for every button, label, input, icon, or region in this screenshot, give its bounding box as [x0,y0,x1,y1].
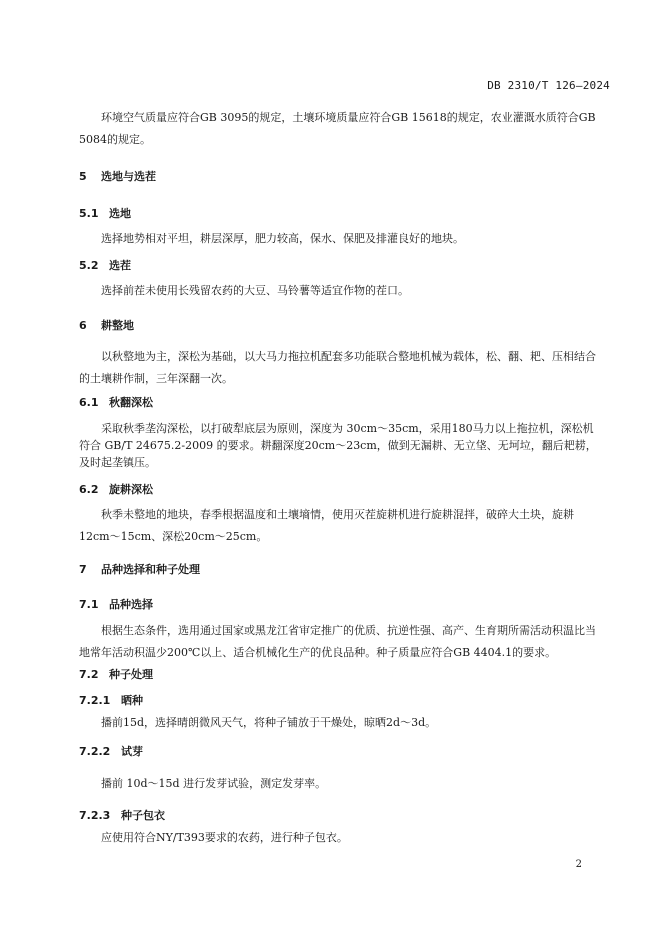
section-7-1-paragraph: 根据生态条件，选用通过国家或黑龙江省审定推广的优质、抗逆性强、高产、生育期所需活动积温比当地常年活动积温少200℃以上、适合机械化生产的优良品种。种子质量应符合GB 4404.1的要求。 [79,624,596,659]
section-title: 选茬 [109,259,131,272]
section-7-2-2-paragraph: 播前 10d～15d 进行发芽试验，测定发芽率。 [101,777,327,790]
section-7-1-heading [79,596,153,612]
section-title: 选地 [109,207,131,220]
section-number: 6 [79,319,87,332]
section-7-2-2-heading [79,743,143,759]
section-6-heading [79,317,134,333]
section-title: 种子包衣 [121,809,165,822]
section-number: 7 [79,563,87,576]
section-number: 7.2 [79,668,99,681]
section-7-2-3-heading [79,807,165,823]
section-number: 7.2.2 [79,745,111,758]
section-title: 品种选择 [109,598,153,611]
section-title: 品种选择和种子处理 [101,563,200,576]
section-title: 晒种 [121,694,143,707]
section-6-paragraph: 以秋整地为主，深松为基础，以大马力拖拉机配套多功能联合整地机械为载体，松、翻、耙、压相结合的土壤耕作制，三年深翻一次。 [79,350,596,385]
section-5-1-heading [79,205,131,221]
section-title: 秋翻深松 [109,396,153,409]
section-title: 耕整地 [101,319,134,332]
section-7-heading [79,561,200,577]
section-6-2-paragraph: 秋季未整地的地块，春季根据温度和土壤墒情，使用灭茬旋耕机进行旋耕混拌，破碎大土块，旋耕12cm～15cm、深松20cm～25cm。 [79,508,574,543]
section-7-2-1-paragraph: 播前15d，选择晴朗微风天气，将种子铺放于干燥处，晾晒2d～3d。 [101,716,437,729]
section-6-1-paragraph: 采取秋季垄沟深松，以打破犁底层为原则，深度为 30cm～35cm，采用180马力以上拖拉机，深松机符合 GB/T 24675.2-2009 的要求。耕翻深度20cm～23cm，做到无漏耕、无立垡、无坷垃，翻后耙耢，及时起垄镇压。 [79,422,597,469]
section-title: 旋耕深松 [109,483,153,496]
section-6-1-heading [79,394,153,410]
section-number: 5 [79,170,87,183]
section-number: 5.1 [79,207,99,220]
section-6-2-heading [79,481,153,497]
document-code: DB 2310/T 126—2024 [487,79,610,92]
section-number: 6.1 [79,396,99,409]
section-7-2-3-paragraph: 应使用符合NY/T393要求的农药，进行种子包衣。 [101,831,348,844]
intro-paragraph: 环境空气质量应符合GB 3095的规定，土壤环境质量应符合GB 15618的规定，农业灌溉水质符合GB 5084的规定。 [79,111,596,146]
section-5-1-paragraph: 选择地势相对平坦，耕层深厚，肥力较高，保水、保肥及排灌良好的地块。 [101,232,464,245]
section-number: 6.2 [79,483,99,496]
section-number: 7.2.1 [79,694,111,707]
section-title: 种子处理 [109,668,153,681]
section-number: 7.2.3 [79,809,111,822]
page-number: 2 [575,859,582,870]
section-5-2-paragraph: 选择前茬未使用长残留农药的大豆、马铃薯等适宜作物的茬口。 [101,284,409,297]
section-5-heading [79,168,156,184]
section-number: 5.2 [79,259,99,272]
section-number: 7.1 [79,598,99,611]
section-title: 选地与选茬 [101,170,156,183]
section-5-2-heading [79,257,131,273]
section-title: 试芽 [121,745,143,758]
section-7-2-1-heading [79,692,143,708]
section-7-2-heading [79,666,153,682]
